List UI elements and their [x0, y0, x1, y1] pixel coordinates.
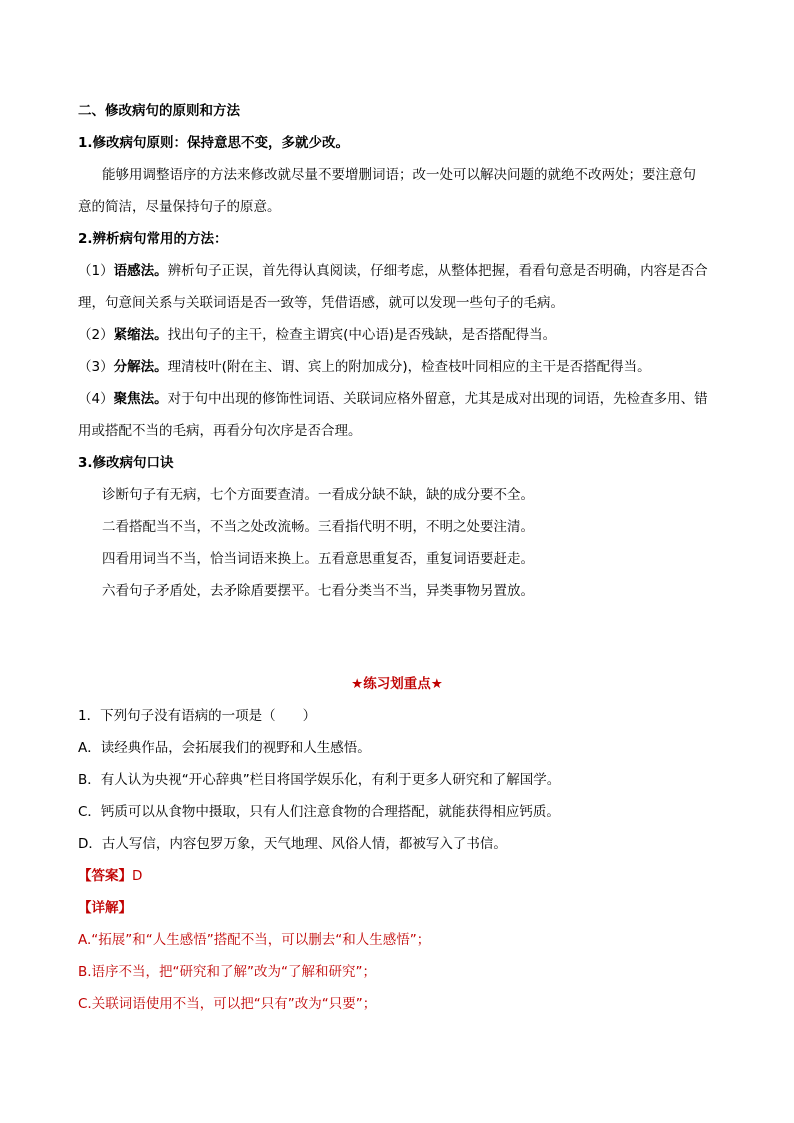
method-1-line-1 — [78, 261, 728, 281]
option-c: C．钙质可以从食物中摄取，只有人们注意食物的合理搭配，就能获得相应钙质。 — [78, 804, 560, 820]
method-2-number: （2） — [78, 327, 114, 343]
method-3-name: 分解法。 — [113, 359, 168, 375]
method-1-line-2: 理，句意间关系与关联词语是否一致等，凭借语感，就可以发现一些句子的毛病。 — [78, 295, 564, 311]
method-2-text: 找出句子的主干，检查主谓宾(中心语)是否残缺，是否搭配得当。 — [167, 327, 557, 343]
question-stem: 1．下列句子没有语病的一项是（ ） — [78, 708, 317, 724]
rhyme-line-1: 诊断句子有无病，七个方面要查清。一看成分缺不缺，缺的成分要不全。 — [102, 487, 534, 503]
answer-line — [78, 866, 728, 886]
method-1-text: 辨析句子正误，首先得认真阅读，仔细考虑，从整体把握，看看句意是否明确，内容是否合 — [167, 263, 708, 279]
method-2 — [78, 325, 728, 345]
section-heading: 二、修改病句的原则和方法 — [78, 103, 240, 119]
practice-title: ★练习划重点★ — [351, 676, 443, 692]
method-4-number: （4） — [78, 391, 114, 407]
method-2-name: 紧缩法。 — [113, 327, 168, 343]
principle-title: 1.修改病句原则：保持意思不变，多就少改。 — [78, 135, 350, 151]
detail-c: C.关联词语使用不当，可以把“只有”改为“只要”； — [78, 996, 377, 1012]
option-b: B．有人认为央视“开心辞典”栏目将国学娱乐化，有利于更多人研究和了解国学。 — [78, 772, 561, 788]
principle-body-line-2: 意的简洁，尽量保持句子的原意。 — [78, 199, 281, 215]
method-1-name: 语感法。 — [113, 263, 168, 279]
method-1-number: （1） — [78, 263, 114, 279]
method-4-name: 聚焦法。 — [113, 391, 168, 407]
answer-label: 【答案】 — [78, 868, 132, 884]
method-4-line-1 — [78, 389, 728, 409]
option-d: D．古人写信，内容包罗万象，天气地理、风俗人情，都被写入了书信。 — [78, 836, 507, 852]
method-3-number: （3） — [78, 359, 114, 375]
methods-title: 2.辨析病句常用的方法： — [78, 231, 228, 247]
method-3 — [78, 357, 728, 377]
rhyme-line-4: 六看句子矛盾处，去矛除盾要摆平。七看分类当不当，异类事物另置放。 — [102, 583, 534, 599]
detail-label: 【详解】 — [78, 900, 132, 916]
rhyme-line-3: 四看用词当不当，恰当词语来换上。五看意思重复否，重复词语要赶走。 — [102, 551, 534, 567]
principle-body-line-1: 能够用调整语序的方法来修改就尽量不要增删词语；改一处可以解决问题的就绝不改两处；要注意句 — [102, 167, 696, 183]
detail-a: A.“拓展”和“人生感悟”搭配不当，可以删去“和人生感悟”； — [78, 932, 431, 948]
option-a: A．读经典作品，会拓展我们的视野和人生感悟。 — [78, 740, 371, 756]
method-4-line-2: 用或搭配不当的毛病，再看分句次序是否合理。 — [78, 423, 362, 439]
rhyme-title: 3.修改病句口诀 — [78, 455, 174, 471]
method-4-text: 对于句中出现的修饰性词语、关联词应格外留意，尤其是成对出现的词语，先检查多用、错 — [167, 391, 708, 407]
method-3-text: 理清枝叶(附在主、谓、宾上的附加成分)，检查枝叶同相应的主干是否搭配得当。 — [167, 359, 651, 375]
rhyme-line-2: 二看搭配当不当，不当之处改流畅。三看指代明不明，不明之处要注清。 — [102, 519, 534, 535]
answer-value: D — [132, 868, 143, 884]
detail-b: B.语序不当，把“研究和了解”改为“了解和研究”； — [78, 964, 377, 980]
